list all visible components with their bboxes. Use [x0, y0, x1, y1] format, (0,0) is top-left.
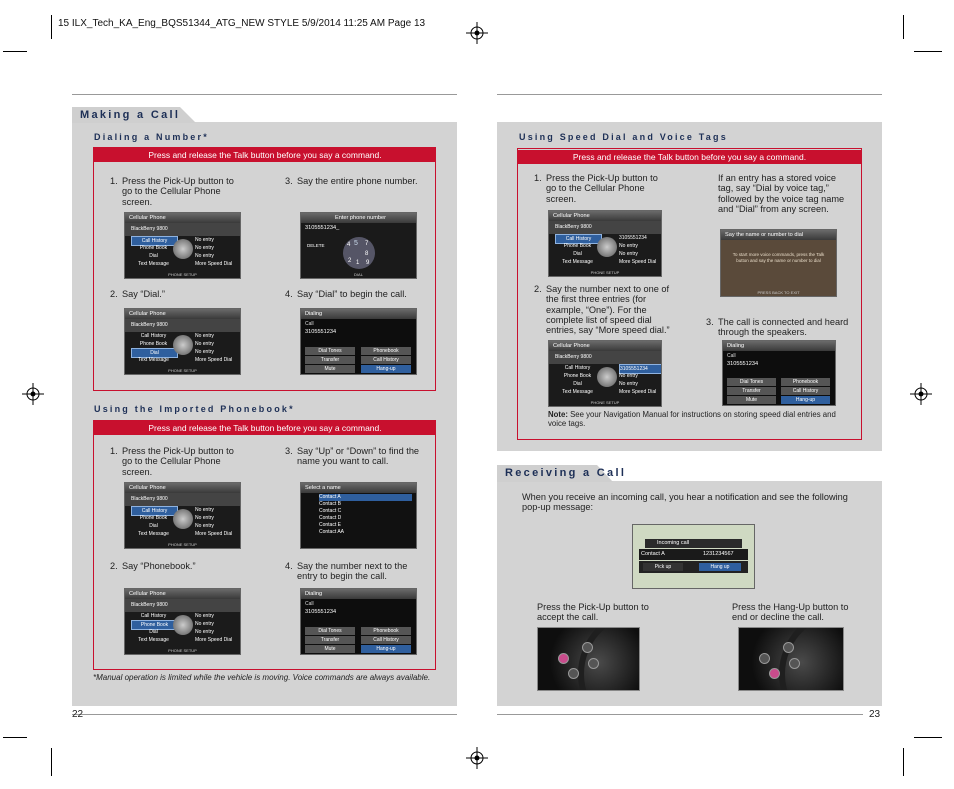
speed-dial-note: Note: See your Navigation Manual for instructions on storing speed dial entries and voice tags. [548, 410, 836, 429]
crop-mark [51, 748, 52, 776]
selector-knob-icon [597, 237, 617, 257]
pickup-button-icon [558, 653, 569, 664]
voice-tag-text: If an entry has a stored voice tag, say “Dial by voice tag,” followed by the voice tag name and “Dial” from any screen. [718, 173, 845, 214]
crop-mark [3, 737, 27, 738]
footer-rule [497, 714, 863, 715]
dialing-screen: Dialing Call 3105551234 Dial Tones Phonebook Transfer Call History Mute Hang-up [300, 588, 417, 655]
page-number-right: 23 [869, 709, 881, 720]
registration-mark-icon [466, 747, 488, 769]
cellular-phone-screen: Cellular Phone BlackBerry 9800 Call History 3105551234 Phone Book No entry Dial No entry Text Message More Speed Dial PHONE SETUP [548, 210, 662, 277]
cellular-phone-screen: Cellular Phone BlackBerry 9800 Call History No entry Phone Book No entry Dial No entry Text Message More Speed Dial PHONE SETUP [124, 212, 241, 279]
phonebook-step-3: 3. Say “Up” or “Down” to find the name you want to call. [285, 446, 420, 467]
crop-mark [914, 51, 942, 52]
registration-mark-icon [910, 383, 932, 405]
crop-mark [914, 737, 942, 738]
steering-wheel-pickup-image [537, 627, 640, 691]
subsection-title-dialing: Dialing a Number* [94, 132, 209, 142]
receiving-intro: When you receive an incoming call, you hear a notification and see the following pop-up message: [522, 492, 848, 513]
cellular-phone-screen: Cellular Phone BlackBerry 9800 Call History No entry Phone Book No entry Dial No entry Text Message More Speed Dial PHONE SETUP [124, 588, 241, 655]
footnote: *Manual operation is limited while the vehicle is moving. Voice commands are always available. [93, 673, 431, 682]
selector-knob-icon [173, 239, 193, 259]
crop-mark [51, 15, 52, 39]
print-slug: 15 ILX_Tech_KA_Eng_BQS51344_ATG_NEW STYLE 5/9/2014 11:25 AM Page 13 [58, 18, 426, 29]
subsection-title-phonebook: Using the Imported Phonebook* [94, 404, 295, 414]
dialing-screen: Dialing Call 3105551234 Dial Tones Phonebook Transfer Call History Mute Hang-up [722, 340, 836, 406]
crop-mark [903, 748, 904, 776]
crop-mark [903, 15, 904, 39]
phonebook-step-2: 2. Say “Phonebook.” [110, 561, 196, 571]
steering-wheel-hangup-image [738, 627, 844, 691]
selector-knob-icon [173, 509, 193, 529]
hangup-button-icon [769, 668, 780, 679]
contact-list: Contact A Contact B Contact C Contact D Contact E Contact AA [301, 493, 416, 536]
header-rule [72, 94, 457, 95]
digit-wheel: 4 5 7 8 2 1 9 [343, 237, 375, 269]
phonebook-step-1: 1. Press the Pick-Up button to go to the Cellular Phone screen. [110, 446, 234, 477]
section-title-making-call: Making a Call [80, 109, 181, 121]
header-rule [497, 94, 882, 95]
dialing-screen: Dialing Call 3105551234 Dial Tones Phonebook Transfer Call History Mute Hang-up [300, 308, 417, 375]
cellular-phone-screen: Cellular Phone BlackBerry 9800 Call History No entry Phone Book No entry Dial No entry Text Message More Speed Dial PHONE SETUP [124, 482, 241, 549]
talk-banner: Press and release the Talk button before you say a command. [518, 150, 861, 164]
cellular-phone-screen: Cellular Phone BlackBerry 9800 Call History No entry Phone Book No entry Dial No entry Text Message More Speed Dial PHONE SETUP [124, 308, 241, 375]
pickup-instruction: Press the Pick-Up button to accept the call. [537, 602, 649, 623]
speed-step-3: 3. The call is connected and heard through the speakers. [706, 317, 849, 338]
phonebook-step-4: 4. Say the number next to the entry to begin the call. [285, 561, 408, 582]
subsection-title-speed-dial: Using Speed Dial and Voice Tags [519, 132, 728, 142]
selector-knob-icon [173, 615, 193, 635]
dialing-step-1: 1. Press the Pick-Up button to go to the Cellular Phone screen. [110, 176, 234, 207]
voice-prompt-screen: Say the name or number to dial To start more voice commands, press the Talk button and say the name or number to dial PRESS BACK TO EXIT [720, 229, 837, 297]
registration-mark-icon [22, 383, 44, 405]
dialing-step-2: 2. Say “Dial.” [110, 289, 165, 299]
incoming-call-popup: Incoming call Contact A 1231234567 Pick up Hang up [632, 524, 755, 589]
crop-mark [3, 51, 27, 52]
dialing-step-4: 4. Say “Dial” to begin the call. [285, 289, 407, 299]
footer-rule [72, 714, 457, 715]
cellular-phone-screen: Cellular Phone BlackBerry 9800 Call History 3105551234 Phone Book No entry Dial No entry Text Message More Speed Dial PHONE SETUP [548, 340, 662, 407]
registration-mark-icon [466, 22, 488, 44]
page-number-left: 22 [72, 709, 84, 720]
talk-banner: Press and release the Talk button before you say a command. [94, 421, 436, 435]
speed-step-2: 2. Say the number next to one of the first three entries (for example, “One”). For the complete list of speed dial entries, say “More speed dial.” [534, 284, 670, 336]
selector-knob-icon [173, 335, 193, 355]
talk-banner: Press and release the Talk button before you say a command. [94, 148, 436, 162]
select-name-screen: Select a name Contact A Contact B Contact C Contact D Contact E Contact AA [300, 482, 417, 549]
section-title-receiving: Receiving a Call [505, 467, 627, 479]
selector-knob-icon [597, 367, 617, 387]
enter-number-screen: Enter phone number 3105551234_ DELETE 4 5 7 8 2 1 9 DIAL [300, 212, 417, 279]
speed-step-1: 1. Press the Pick-Up button to go to the Cellular Phone screen. [534, 173, 658, 204]
hangup-instruction: Press the Hang-Up button to end or decline the call. [732, 602, 849, 623]
dialing-step-3: 3. Say the entire phone number. [285, 176, 418, 186]
